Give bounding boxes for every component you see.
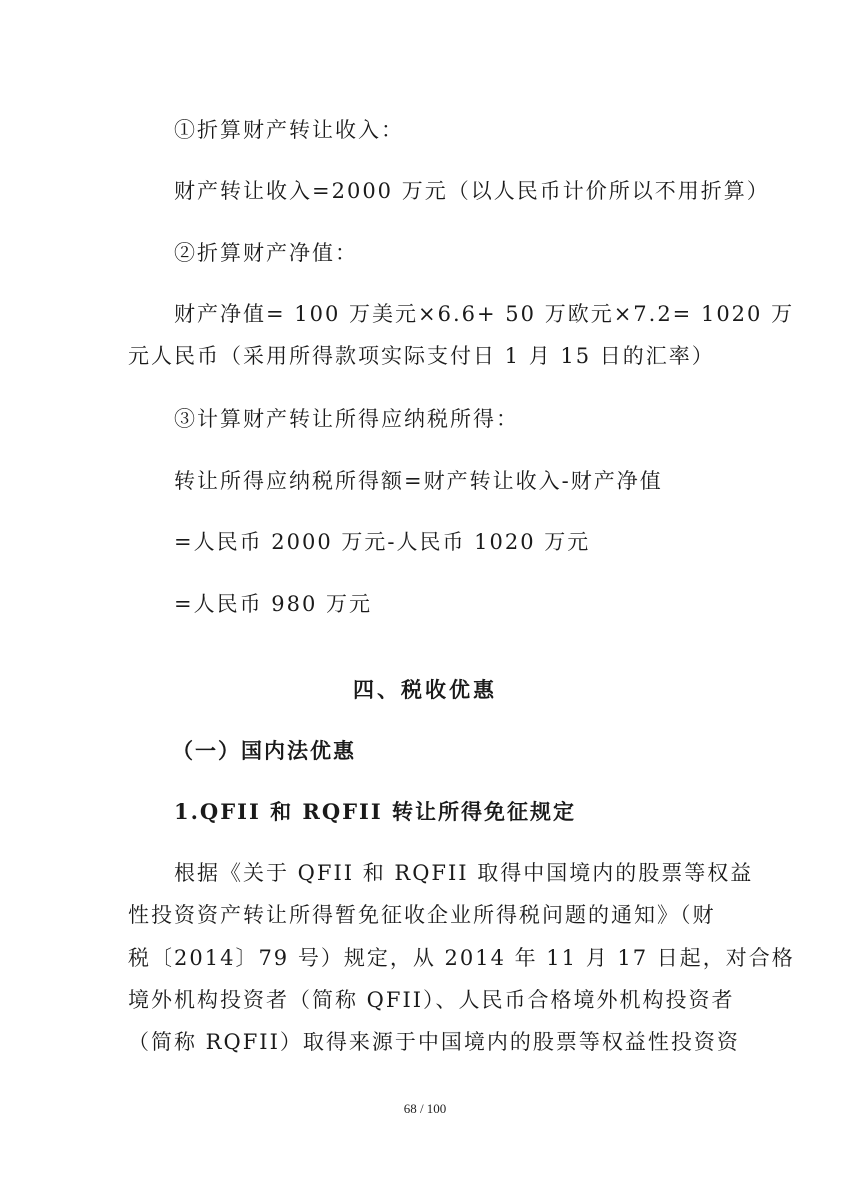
paragraph-line-4: 境外机构投资者（简称 QFII）、人民币合格境外机构投资者 <box>128 988 735 1012</box>
paragraph-line-5: （简称 RQFII）取得来源于中国境内的股票等权益性投资资 <box>128 1030 740 1054</box>
step-1-label: ①折算财产转让收入： <box>174 118 404 142</box>
taxable-income-calc: =人民币 2000 万元-人民币 1020 万元 <box>174 530 591 554</box>
paragraph-line-3: 税〔2014〕79 号）规定，从 2014 年 11 月 17 日起，对合格 <box>128 946 795 970</box>
step-2-label: ②折算财产净值： <box>174 241 358 265</box>
subsection-heading: （一）国内法优惠 <box>172 738 356 763</box>
page-number: 68 / 100 <box>403 1101 447 1116</box>
section-heading: 四、税收优惠 <box>353 677 497 702</box>
taxable-income-formula: 转让所得应纳税所得额=财产转让收入-财产净值 <box>174 469 663 493</box>
paragraph-line-2: 性投资资产转让所得暂免征收企业所得税问题的通知》（财 <box>128 903 716 927</box>
transfer-income-formula: 财产转让收入=2000 万元（以人民币计价所以不用折算） <box>174 179 770 203</box>
step-3-label: ③计算财产转让所得应纳税所得： <box>174 407 519 431</box>
item-heading: 1.QFII 和 RQFII 转让所得免征规定 <box>174 799 577 824</box>
taxable-income-result: =人民币 980 万元 <box>174 592 373 616</box>
net-value-formula-line-1: 财产净值= 100 万美元×6.6+ 50 万欧元×7.2= 1020 万 <box>174 302 795 326</box>
net-value-formula-line-2: 元人民币（采用所得款项实际支付日 1 月 15 日的汇率） <box>128 344 715 368</box>
paragraph-line-1: 根据《关于 QFII 和 RQFII 取得中国境内的股票等权益 <box>174 861 754 885</box>
